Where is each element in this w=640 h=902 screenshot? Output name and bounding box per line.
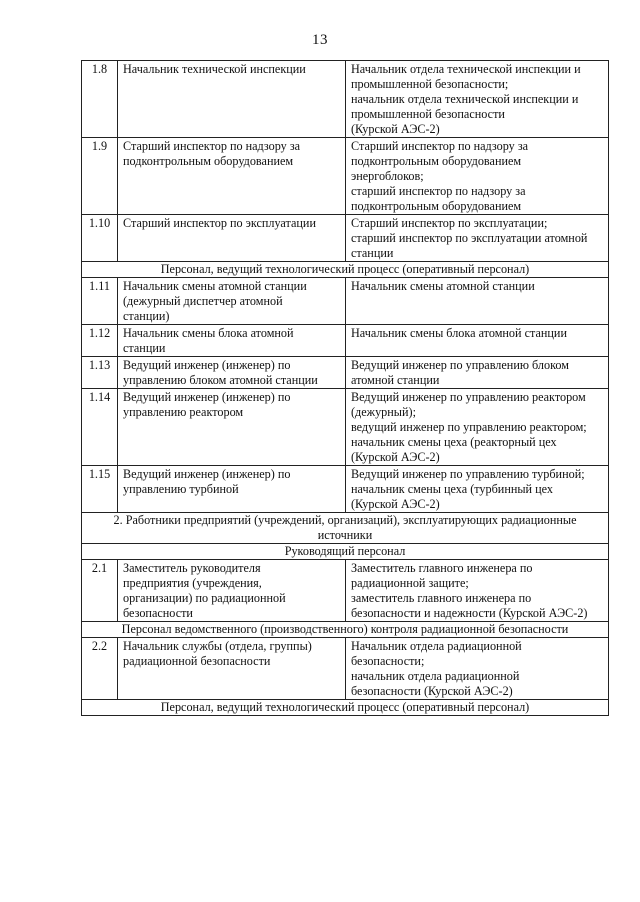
equivalent-position-line: Ведущий инженер по управлению реактором: [351, 390, 586, 404]
section-title-line: Руководящий персонал: [284, 544, 406, 558]
equivalent-position-line: промышленной безопасности;: [351, 77, 509, 91]
equivalent-position-line: (дежурный);: [351, 405, 416, 419]
section-title: [82, 622, 609, 638]
table-body: [82, 61, 609, 716]
position-title-cell: [118, 638, 346, 700]
equivalent-position-line: старший инспектор по надзору за: [351, 184, 526, 198]
position-title-cell: [118, 138, 346, 215]
item-number: 1.12: [82, 325, 118, 357]
page-number: 13: [312, 32, 328, 48]
position-title-cell: [118, 389, 346, 466]
equivalent-position-line: начальник отдела радиационной: [351, 669, 520, 683]
table-row: [82, 325, 609, 357]
section-title-line: 2. Работники предприятий (учреждений, организаций), эксплуатирующих радиационные: [113, 513, 577, 527]
equivalent-position-line: заместитель главного инженера по: [351, 591, 532, 605]
position-title-cell: [118, 466, 346, 513]
section-title: [82, 262, 609, 278]
section-header-row: [82, 544, 609, 560]
item-number: 1.9: [82, 138, 118, 215]
position-title-line: Ведущий инженер (инженер) по: [123, 358, 291, 372]
table-row: [82, 138, 609, 215]
position-title-line: (дежурный диспетчер атомной: [123, 294, 283, 308]
position-title-line: Старший инспектор по эксплуатации: [123, 216, 316, 230]
table-row: [82, 560, 609, 622]
section-header-row: [82, 513, 609, 544]
position-title-line: подконтрольным оборудованием: [123, 154, 294, 168]
item-number: 1.13: [82, 357, 118, 389]
equivalent-position-line: безопасности и надежности (Курской АЭС-2): [351, 606, 588, 620]
section-title-line: источники: [317, 528, 373, 542]
equivalent-position-line: начальник смены цеха (турбинный цех: [351, 482, 553, 496]
item-number: 2.1: [82, 560, 118, 622]
table-row: [82, 466, 609, 513]
positions-table: [81, 60, 609, 716]
equivalent-position-line: Начальник смены блока атомной станции: [351, 326, 567, 340]
item-number: 1.11: [82, 278, 118, 325]
item-number: 2.2: [82, 638, 118, 700]
equivalent-position-line: промышленной безопасности: [351, 107, 505, 121]
position-title-line: безопасности: [123, 606, 193, 620]
position-title-line: управлению реактором: [123, 405, 244, 419]
equivalent-position-cell: [346, 138, 609, 215]
section-title-line: Персонал, ведущий технологический процесс (оперативный персонал): [160, 262, 530, 276]
position-title-line: Заместитель руководителя: [123, 561, 261, 575]
equivalent-position-line: Ведущий инженер по управлению турбиной;: [351, 467, 585, 481]
table-row: [82, 278, 609, 325]
table-row: [82, 638, 609, 700]
equivalent-position-line: станции: [351, 246, 394, 260]
section-title-line: Персонал ведомственного (производственного) контроля радиационной безопасности: [121, 622, 569, 636]
table-row: [82, 357, 609, 389]
position-title-line: Ведущий инженер (инженер) по: [123, 467, 291, 481]
equivalent-position-line: энергоблоков;: [351, 169, 424, 183]
equivalent-position-cell: [346, 278, 609, 325]
position-title-cell: [118, 325, 346, 357]
position-title-line: станции: [123, 341, 166, 355]
table-row: [82, 215, 609, 262]
item-number: 1.10: [82, 215, 118, 262]
equivalent-position-line: ведущий инженер по управлению реактором;: [351, 420, 587, 434]
equivalent-position-line: Старший инспектор по надзору за: [351, 139, 529, 153]
equivalent-position-line: безопасности (Курской АЭС-2): [351, 684, 513, 698]
item-number: 1.15: [82, 466, 118, 513]
equivalent-position-line: Начальник смены атомной станции: [351, 279, 535, 293]
equivalent-position-cell: [346, 215, 609, 262]
position-title-line: управлению турбиной: [123, 482, 239, 496]
equivalent-position-line: Ведущий инженер по управлению блоком: [351, 358, 569, 372]
equivalent-position-line: подконтрольным оборудованием: [351, 199, 522, 213]
equivalent-position-line: начальник смены цеха (реакторный цех: [351, 435, 557, 449]
position-title-line: Начальник смены блока атомной: [123, 326, 294, 340]
position-title-cell: [118, 357, 346, 389]
equivalent-position-line: старший инспектор по эксплуатации атомной: [351, 231, 588, 245]
position-title-line: предприятия (учреждения,: [123, 576, 262, 590]
position-title-cell: [118, 278, 346, 325]
section-header-row: [82, 262, 609, 278]
equivalent-position-line: Старший инспектор по эксплуатации;: [351, 216, 548, 230]
position-title-line: Начальник смены атомной станции: [123, 279, 307, 293]
position-title-cell: [118, 560, 346, 622]
position-title-line: Начальник технической инспекции: [123, 62, 306, 76]
position-title-line: управлению блоком атомной станции: [123, 373, 318, 387]
item-number: 1.8: [82, 61, 118, 138]
equivalent-position-cell: [346, 638, 609, 700]
position-title-line: организации) по радиационной: [123, 591, 286, 605]
table-row: [82, 389, 609, 466]
equivalent-position-cell: [346, 389, 609, 466]
equivalent-position-line: радиационной защите;: [351, 576, 469, 590]
position-title-cell: [118, 61, 346, 138]
equivalent-position-line: подконтрольным оборудованием: [351, 154, 522, 168]
equivalent-position-cell: [346, 466, 609, 513]
position-title-line: Ведущий инженер (инженер) по: [123, 390, 291, 404]
section-title: [82, 544, 609, 560]
equivalent-position-cell: [346, 357, 609, 389]
item-number: 1.14: [82, 389, 118, 466]
position-title-line: Начальник службы (отдела, группы): [123, 639, 312, 653]
position-title-cell: [118, 215, 346, 262]
equivalent-position-line: атомной станции: [351, 373, 440, 387]
equivalent-position-line: Начальник отдела радиационной: [351, 639, 522, 653]
equivalent-position-cell: [346, 325, 609, 357]
equivalent-position-cell: [346, 560, 609, 622]
section-title-line: Персонал, ведущий технологический процесс (оперативный персонал): [160, 700, 530, 714]
equivalent-position-line: начальник отдела технической инспекции и: [351, 92, 579, 106]
equivalent-position-line: (Курской АЭС-2): [351, 497, 440, 511]
position-title-line: Старший инспектор по надзору за: [123, 139, 301, 153]
section-title: [82, 700, 609, 716]
equivalent-position-line: безопасности;: [351, 654, 425, 668]
section-header-row: [82, 622, 609, 638]
equivalent-position-line: (Курской АЭС-2): [351, 450, 440, 464]
equivalent-position-line: (Курской АЭС-2): [351, 122, 440, 136]
equivalent-position-line: Заместитель главного инженера по: [351, 561, 533, 575]
section-header-row: [82, 700, 609, 716]
equivalent-position-cell: [346, 61, 609, 138]
position-title-line: радиационной безопасности: [123, 654, 271, 668]
equivalent-position-line: Начальник отдела технической инспекции и: [351, 62, 581, 76]
section-title: [82, 513, 609, 544]
position-title-line: станции): [123, 309, 170, 323]
table-row: [82, 61, 609, 138]
